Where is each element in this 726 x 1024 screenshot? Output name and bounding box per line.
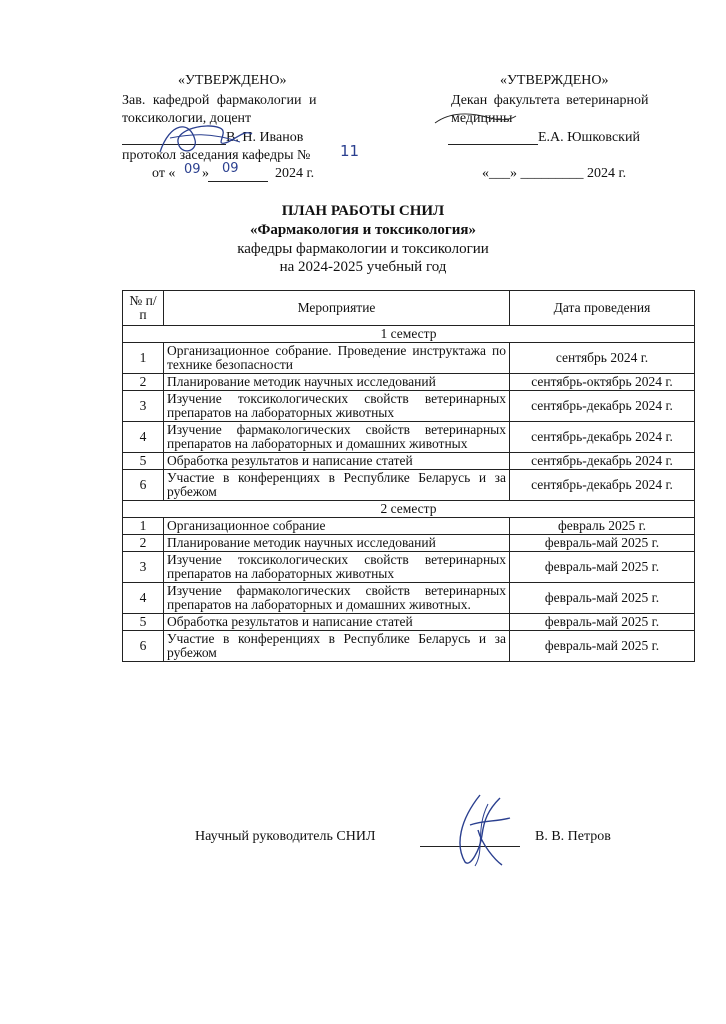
header-event: Мероприятие — [164, 291, 510, 326]
table-row — [123, 343, 695, 374]
row-date: февраль-май 2025 г. — [510, 614, 695, 631]
approval-left-date-prefix: от « — [152, 166, 176, 181]
plan-table — [122, 290, 695, 662]
row-number: 6 — [123, 631, 164, 662]
table-row — [123, 614, 695, 631]
row-number: 3 — [123, 552, 164, 583]
approval-right-line1: Декан факультета ветеринарной — [451, 93, 649, 108]
row-number: 4 — [123, 583, 164, 614]
row-event: Организационное собрание. Проведение инструктажа по технике безопасности — [164, 343, 510, 374]
table-row — [123, 422, 695, 453]
plan-title: ПЛАН РАБОТЫ СНИЛ — [281, 203, 445, 219]
approval-right-name: Е.А. Юшковский — [538, 130, 640, 145]
row-date: сентябрь-декабрь 2024 г. — [510, 391, 695, 422]
row-event: Участие в конференциях в Республике Беларусь и за рубежом — [164, 631, 510, 662]
plan-year: на 2024-2025 учебный год — [279, 259, 447, 275]
row-event: Изучение фармакологических свойств ветеринарных препаратов на лабораторных и домашних животных. — [164, 583, 510, 614]
row-date: сентябрь-декабрь 2024 г. — [510, 422, 695, 453]
approval-left-protocol: протокол заседания кафедры № — [122, 148, 311, 163]
row-number: 3 — [123, 391, 164, 422]
plan-subtitle: «Фармакология и токсикология» — [250, 222, 476, 238]
row-number: 1 — [123, 518, 164, 535]
table-row — [123, 535, 695, 552]
right-signature-image — [430, 108, 520, 130]
row-event: Изучение токсикологических свойств ветеринарных препаратов на лабораторных животных — [164, 391, 510, 422]
semester-1-label: 1 семестр — [123, 326, 695, 343]
approval-right-date: «___» _________ 2024 г. — [482, 166, 627, 181]
approval-left-heading: «УТВЕРЖДЕНО» — [178, 73, 287, 88]
header-date: Дата проведения — [510, 291, 695, 326]
semester-row — [123, 501, 695, 518]
row-date: сентябрь 2024 г. — [510, 343, 695, 374]
table-row — [123, 453, 695, 470]
header-num: № п/п — [123, 291, 164, 326]
approval-left-line1: Зав. кафедрой фармакологии и — [122, 93, 317, 108]
row-date: февраль-май 2025 г. — [510, 535, 695, 552]
table-row — [123, 552, 695, 583]
row-event: Изучение фармакологических свойств ветеринарных препаратов на лабораторных и домашних животных — [164, 422, 510, 453]
approval-left-date-day: 09 — [184, 162, 201, 177]
semester-row — [123, 326, 695, 343]
table-row — [123, 518, 695, 535]
row-date: февраль-май 2025 г. — [510, 583, 695, 614]
row-event: Участие в конференциях в Республике Беларусь и за рубежом — [164, 470, 510, 501]
supervisor-role: Научный руководитель СНИЛ — [195, 829, 376, 844]
row-number: 5 — [123, 453, 164, 470]
approval-right-signature-line — [448, 144, 538, 145]
row-date: сентябрь-декабрь 2024 г. — [510, 453, 695, 470]
approval-right-heading: «УТВЕРЖДЕНО» — [500, 73, 609, 88]
row-date: февраль-май 2025 г. — [510, 552, 695, 583]
row-date: сентябрь-декабрь 2024 г. — [510, 470, 695, 501]
table-row — [123, 391, 695, 422]
plan-department: кафедры фармакологии и токсикологии — [237, 241, 489, 257]
approval-left-name: В. Н. Иванов — [226, 130, 304, 145]
supervisor-name: В. В. Петров — [535, 829, 611, 844]
row-date: февраль 2025 г. — [510, 518, 695, 535]
semester-2-label: 2 семестр — [123, 501, 695, 518]
approval-left-date-quote: » — [202, 166, 209, 181]
row-event: Обработка результатов и написание статей — [164, 614, 510, 631]
row-event: Планирование методик научных исследований — [164, 535, 510, 552]
row-number: 2 — [123, 374, 164, 391]
table-row — [123, 470, 695, 501]
row-date: февраль-май 2025 г. — [510, 631, 695, 662]
row-number: 4 — [123, 422, 164, 453]
approval-right-line2: медицины — [451, 111, 513, 126]
approval-left-line2: токсикологии, доцент — [122, 111, 252, 126]
table-header-row — [123, 291, 695, 326]
row-number: 2 — [123, 535, 164, 552]
row-event: Планирование методик научных исследований — [164, 374, 510, 391]
row-number: 6 — [123, 470, 164, 501]
supervisor-signature-image — [440, 790, 520, 870]
row-event: Изучение токсикологических свойств ветеринарных препаратов на лабораторных животных — [164, 552, 510, 583]
row-event: Обработка результатов и написание статей — [164, 453, 510, 470]
approval-left-date-year: 2024 г. — [275, 166, 315, 181]
row-date: сентябрь-октябрь 2024 г. — [510, 374, 695, 391]
table-row — [123, 583, 695, 614]
row-event: Организационное собрание — [164, 518, 510, 535]
row-number: 5 — [123, 614, 164, 631]
table-row — [123, 374, 695, 391]
row-number: 1 — [123, 343, 164, 374]
left-signature-image — [150, 112, 260, 160]
approval-left-date-underline — [208, 181, 268, 182]
approval-left-date-month: 09 — [222, 161, 239, 176]
approval-left-protocol-number: 11 — [340, 142, 360, 160]
table-row — [123, 631, 695, 662]
